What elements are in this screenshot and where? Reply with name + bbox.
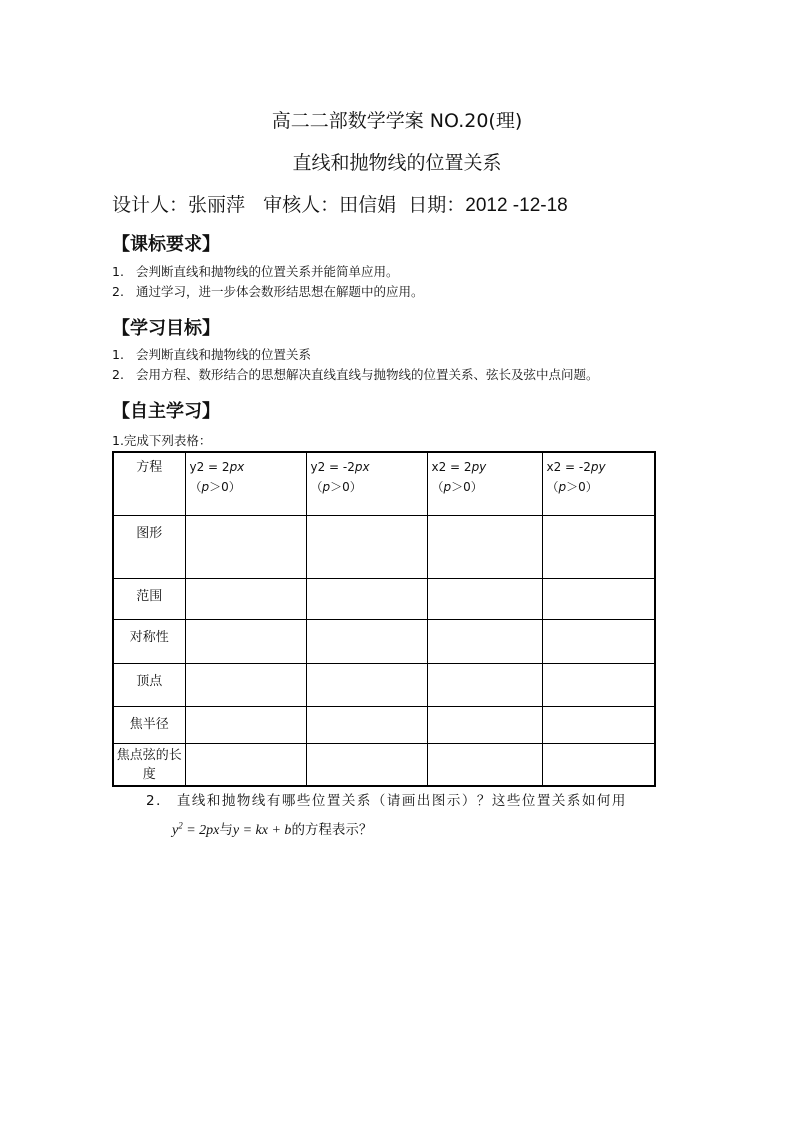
table-cell bbox=[185, 743, 306, 786]
table-cell bbox=[306, 663, 427, 706]
document-subtitle: 直线和抛物线的位置关系 bbox=[292, 152, 502, 174]
table-cell bbox=[542, 619, 655, 663]
table-cell bbox=[427, 706, 542, 743]
table-cell bbox=[185, 706, 306, 743]
row-header: 图形 bbox=[113, 515, 185, 578]
learning-goals-list bbox=[112, 345, 599, 385]
table-cell bbox=[427, 578, 542, 619]
line-equation: y = kx + b bbox=[232, 823, 292, 838]
row-header: 焦半径 bbox=[113, 706, 185, 743]
list-item: 2. 通过学习，进一步体会数形结思想在解题中的应用。 bbox=[112, 284, 424, 299]
table-cell bbox=[306, 515, 427, 578]
table-row bbox=[113, 743, 655, 786]
table-cell bbox=[306, 578, 427, 619]
table-header-row bbox=[113, 452, 655, 515]
row-header: 顶点 bbox=[113, 663, 185, 706]
parabola-properties-table bbox=[112, 451, 656, 787]
section-heading-course-requirements: 【课标要求】 bbox=[112, 234, 220, 255]
table-cell bbox=[427, 619, 542, 663]
table-cell bbox=[185, 619, 306, 663]
reviewer: 审核人：田信娟 bbox=[263, 194, 397, 216]
section-heading-learning-goals: 【学习目标】 bbox=[112, 318, 220, 339]
list-item: 1. 会判断直线和抛物线的位置关系并能简单应用。 bbox=[112, 264, 399, 279]
row-header: 范围 bbox=[113, 578, 185, 619]
table-cell bbox=[427, 515, 542, 578]
row-header-equation: 方程 bbox=[113, 452, 185, 515]
row-header: 对称性 bbox=[113, 619, 185, 663]
column-header: y2 = -2px （p＞0） bbox=[306, 452, 427, 515]
document-title: 高二二部数学学案 NO.20(理) bbox=[271, 110, 523, 132]
table-cell bbox=[427, 663, 542, 706]
column-header: x2 = 2py （p＞0） bbox=[427, 452, 542, 515]
table-row bbox=[113, 515, 655, 578]
table-cell bbox=[542, 743, 655, 786]
date: 日期：2012 -12-18 bbox=[408, 195, 568, 216]
list-item: 1. 会判断直线和抛物线的位置关系 bbox=[112, 347, 312, 362]
question-2-tail: 的方程表示？ bbox=[291, 822, 373, 838]
list-item: 2. 会用方程、数形结合的思想解决直线直线与抛物线的位置关系、弦长及弦中点问题。 bbox=[112, 367, 599, 382]
document-meta bbox=[112, 190, 568, 217]
table-cell bbox=[306, 743, 427, 786]
table-cell bbox=[185, 663, 306, 706]
table-cell bbox=[306, 706, 427, 743]
table-cell bbox=[542, 663, 655, 706]
designer: 设计人：张丽萍 bbox=[112, 194, 246, 216]
table-cell bbox=[185, 515, 306, 578]
row-header: 焦点弦的长度 bbox=[113, 743, 185, 786]
connector: 与 bbox=[219, 822, 233, 838]
parabola-equation: $y^2 = 2px$ bbox=[172, 820, 220, 838]
table-cell bbox=[185, 578, 306, 619]
table-cell bbox=[542, 578, 655, 619]
table-cell bbox=[542, 706, 655, 743]
table-row bbox=[113, 663, 655, 706]
table-row bbox=[113, 619, 655, 663]
question-2-formula bbox=[172, 818, 372, 839]
course-requirements-list bbox=[112, 262, 424, 302]
column-header: x2 = -2py （p＞0） bbox=[542, 452, 655, 515]
table-cell bbox=[427, 743, 542, 786]
table-row bbox=[113, 578, 655, 619]
table-caption: 1.完成下列表格： bbox=[112, 433, 212, 448]
table-cell bbox=[306, 619, 427, 663]
column-header: y2 = 2px （p＞0） bbox=[185, 452, 306, 515]
section-heading-self-study: 【自主学习】 bbox=[112, 401, 220, 422]
table-row bbox=[113, 706, 655, 743]
question-2-text: 2． 直线和抛物线有哪些位置关系（请画出图示）？这些位置关系如何用 bbox=[146, 793, 627, 809]
table-cell bbox=[542, 515, 655, 578]
